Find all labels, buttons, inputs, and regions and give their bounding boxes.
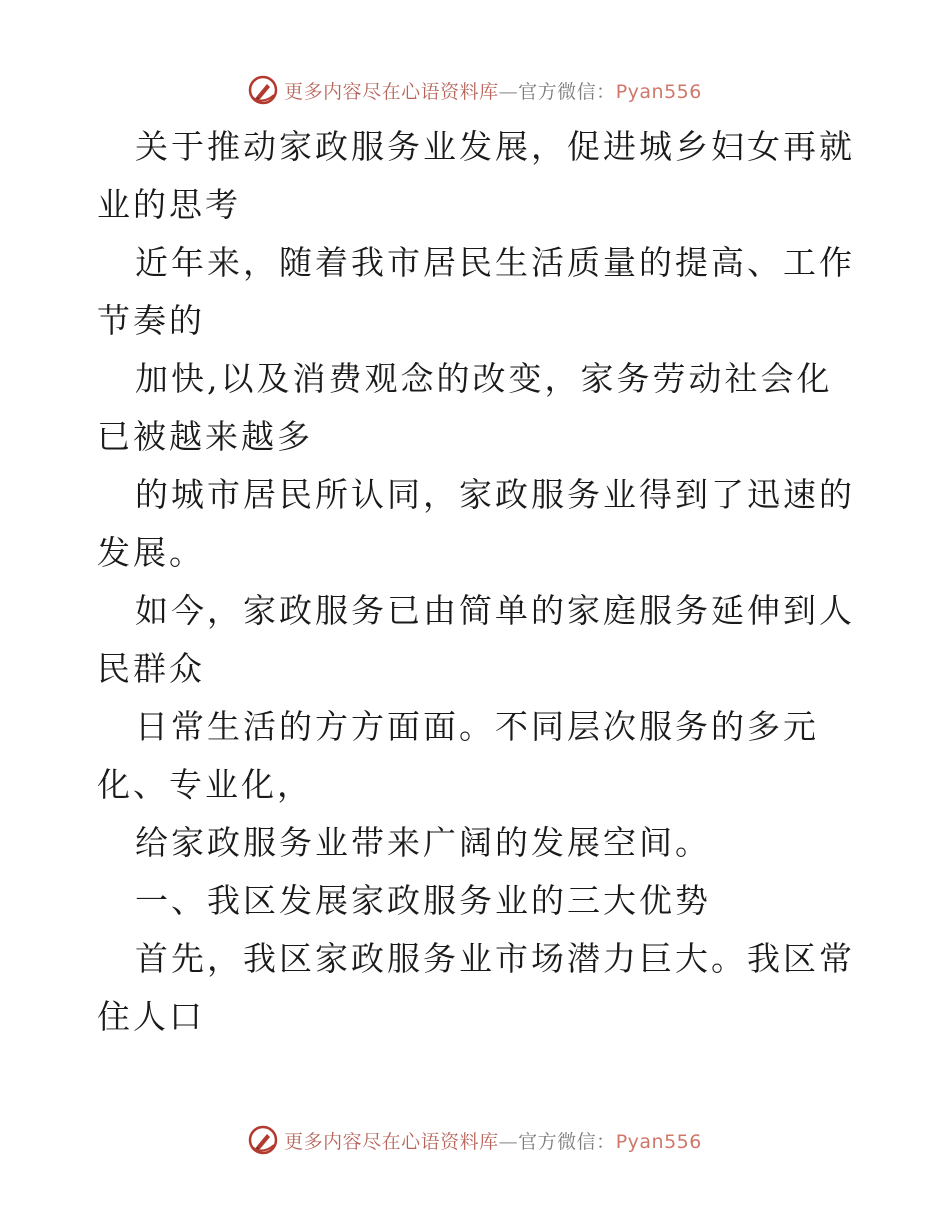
section-heading: 一、我区发展家政服务业的三大优势 <box>135 881 711 920</box>
watermark-tail: 官方微信： <box>518 1130 616 1153</box>
watermark-id: Pyan556 <box>615 1130 702 1153</box>
watermark-sep: — <box>498 80 519 103</box>
paragraph-line: 加快,以及消费观念的改变，家务劳动社会化已被越来越多 <box>97 359 833 456</box>
watermark-text <box>284 77 702 104</box>
pen-logo-icon <box>248 1125 278 1155</box>
watermark-main: 更多内容尽在心语资料库 <box>284 1130 499 1153</box>
footer-watermark <box>0 1120 950 1160</box>
paragraph-line: 首先，我区家政服务业市场潜力巨大。我区常住人口 <box>97 939 855 1036</box>
watermark-main: 更多内容尽在心语资料库 <box>284 80 499 103</box>
header-watermark <box>0 70 950 110</box>
paragraph-line: 给家政服务业带来广阔的发展空间。 <box>135 823 711 862</box>
watermark-sep: — <box>498 1130 519 1153</box>
document-body <box>97 118 857 1046</box>
pen-logo-icon <box>248 75 278 105</box>
paragraph-line: 如今，家政服务已由简单的家庭服务延伸到人民群众 <box>97 591 855 688</box>
watermark-text <box>284 1127 702 1154</box>
paragraph-line: 日常生活的方方面面。不同层次服务的多元化、专业化， <box>97 707 819 804</box>
watermark-tail: 官方微信： <box>518 80 616 103</box>
watermark-id: Pyan556 <box>615 80 702 103</box>
paragraph-line: 近年来，随着我市居民生活质量的提高、工作节奏的 <box>97 243 855 340</box>
document-title: 关于推动家政服务业发展，促进城乡妇女再就业的思考 <box>97 127 855 224</box>
paragraph-line: 的城市居民所认同，家政服务业得到了迅速的发展。 <box>97 475 855 572</box>
